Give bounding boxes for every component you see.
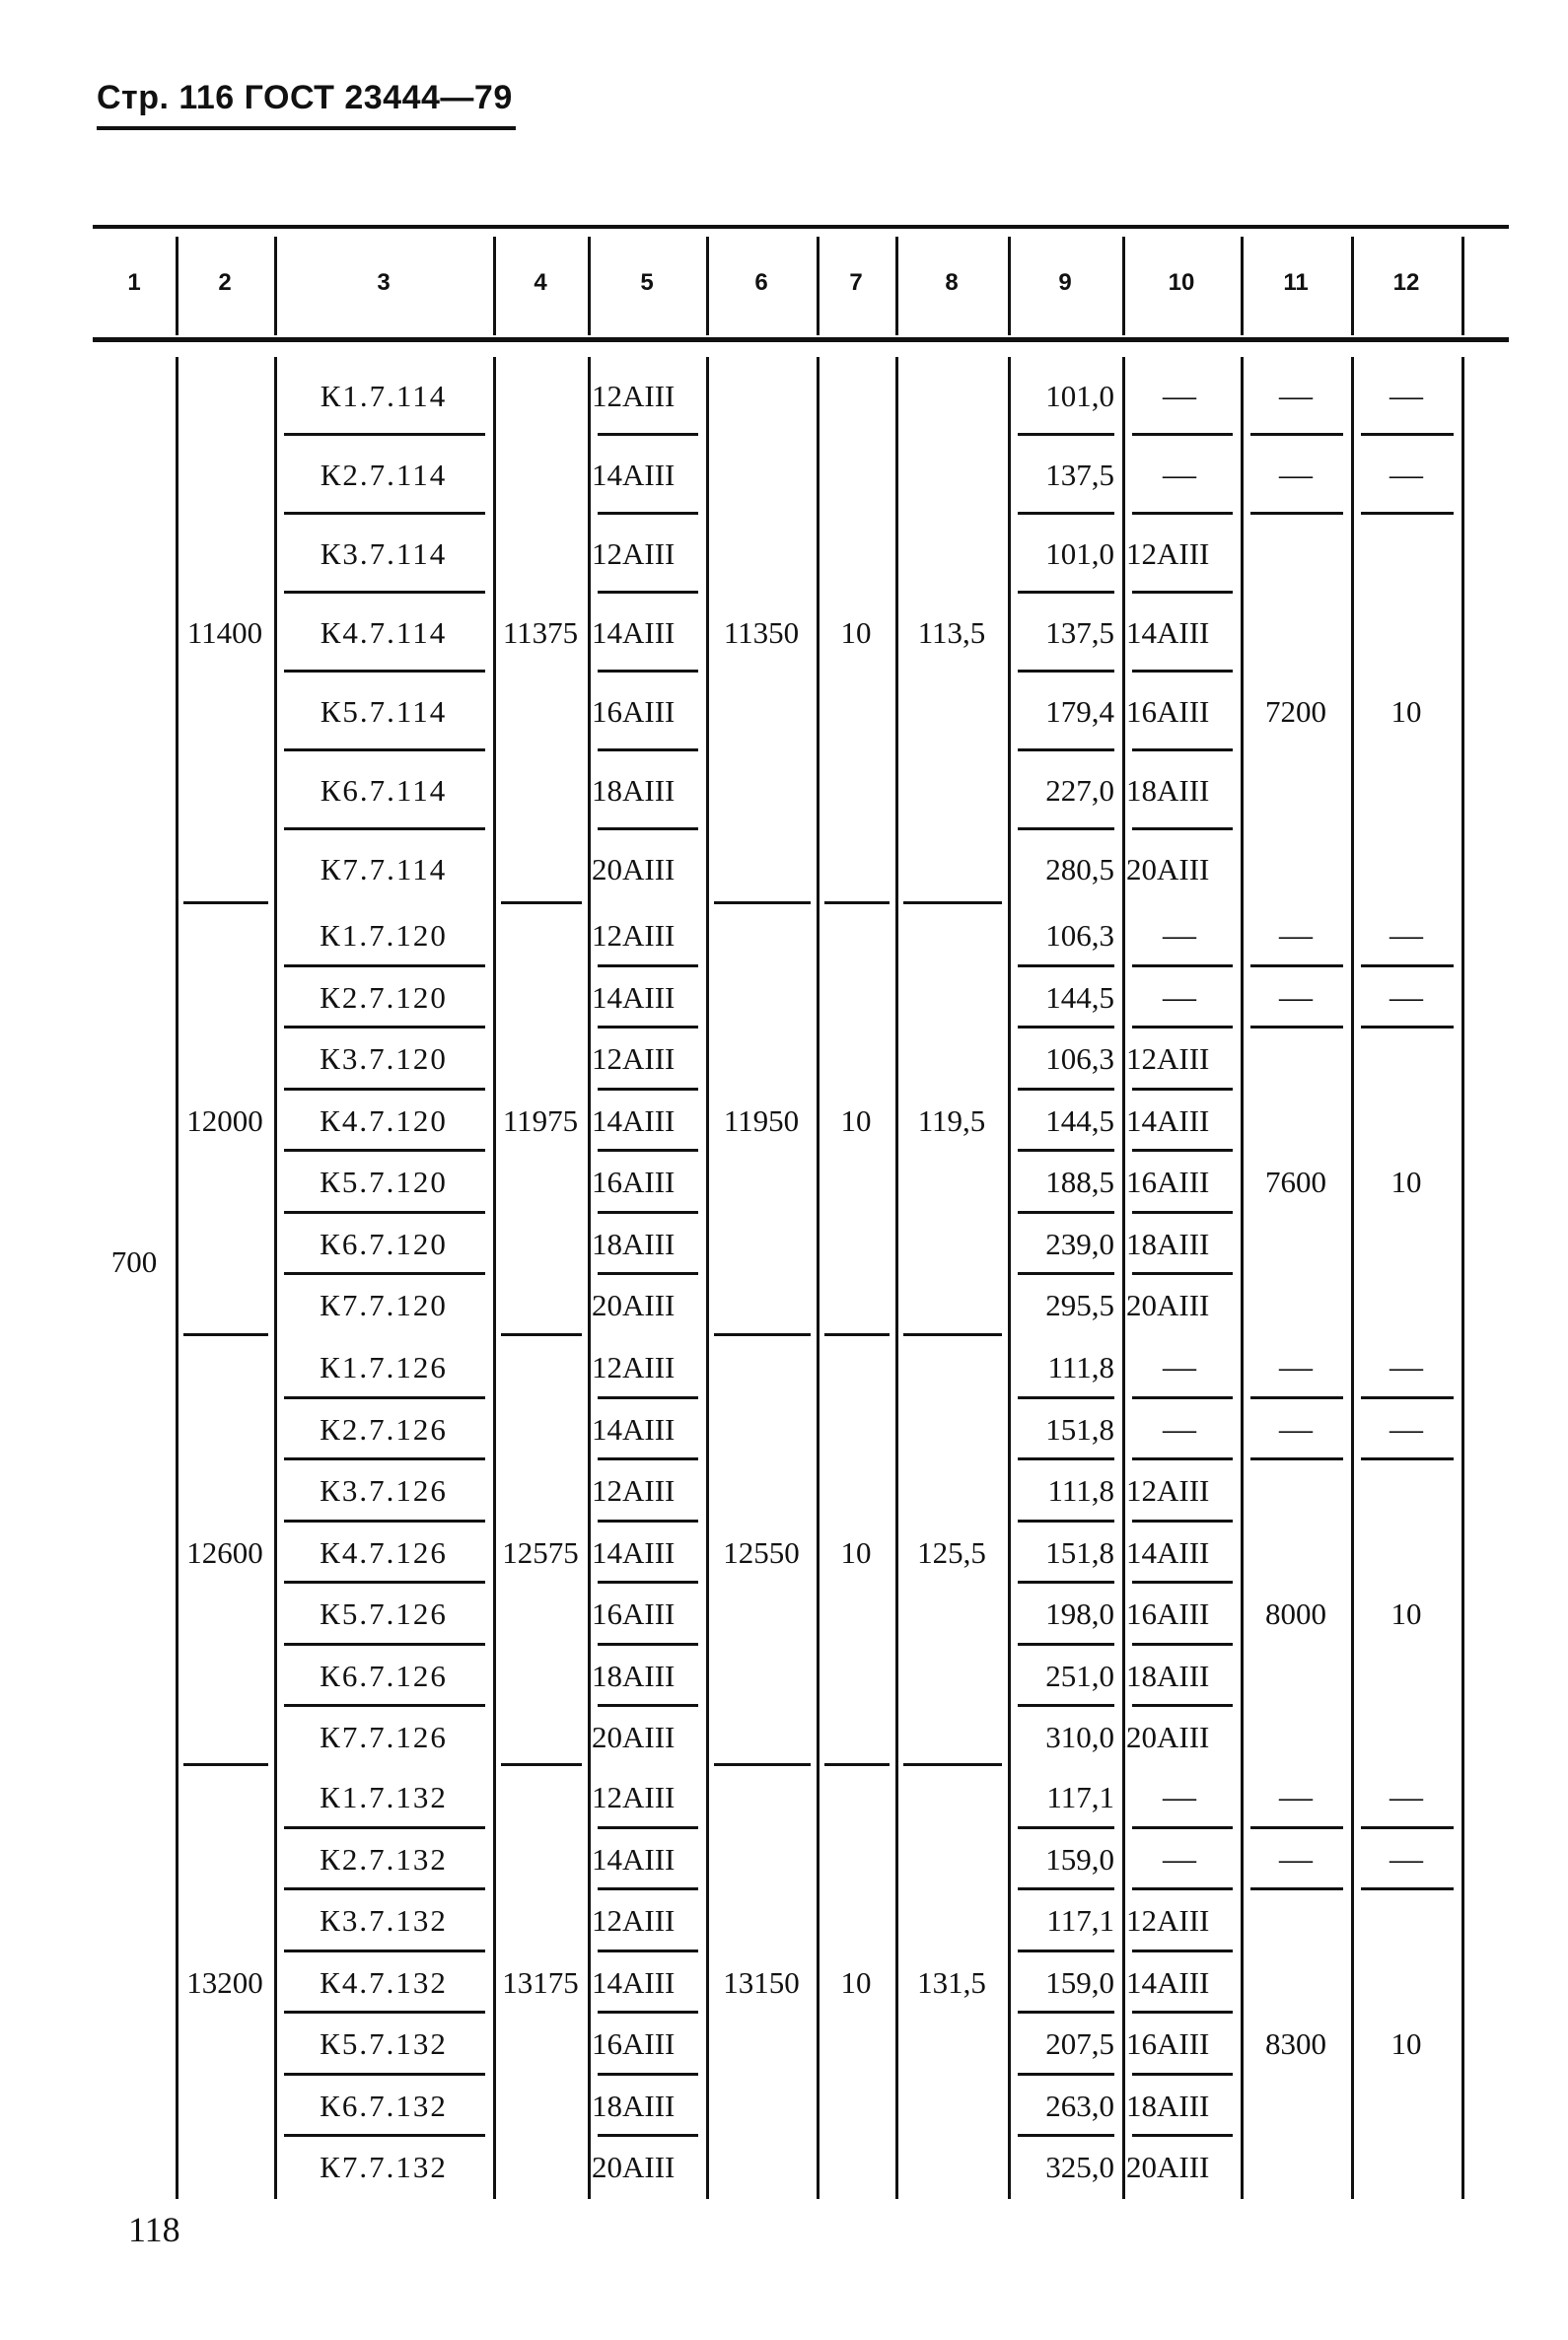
group-col2: 12600 [186, 1534, 263, 1570]
mass-value: 144,5 [1045, 1102, 1114, 1138]
mass-value: 159,0 [1045, 1964, 1114, 2000]
column-divider [176, 237, 178, 335]
mass-value: 251,0 [1045, 1658, 1114, 1693]
column-number-5: 5 [640, 269, 654, 296]
mass-value: 117,1 [1046, 1903, 1114, 1939]
rebar-class: 20АIII [592, 852, 676, 886]
additional-rebar: 20АIII [1126, 1288, 1210, 1323]
empty-dash: — [1279, 1840, 1313, 1878]
additional-rebar: 14АIII [1126, 1964, 1210, 2000]
row-divider [1250, 1026, 1343, 1028]
standard-code: ГОСТ 23444—79 [244, 79, 513, 116]
column-number-12: 12 [1392, 269, 1420, 296]
group-col4: 13175 [502, 1964, 579, 2000]
group-col8: 125,5 [917, 1534, 986, 1570]
column-divider [1122, 237, 1125, 335]
group-divider [501, 1763, 582, 1766]
rebar-class: 16АIII [592, 1165, 676, 1200]
empty-dash: — [1279, 1779, 1313, 1816]
mass-value: 207,5 [1045, 2026, 1114, 2062]
group-col12: 10 [1390, 694, 1422, 729]
element-designation: К4.7.126 [320, 1534, 448, 1570]
element-designation: К4.7.114 [320, 615, 448, 650]
additional-rebar: — [1163, 917, 1196, 955]
element-designation: К2.7.126 [320, 1411, 448, 1447]
additional-rebar: 12АIII [1126, 536, 1210, 571]
group-col7: 10 [840, 1534, 872, 1570]
rebar-class: 18АIII [592, 1658, 676, 1693]
mass-value: 227,0 [1045, 773, 1114, 808]
rebar-class: 16АIII [592, 694, 676, 729]
column-number-2: 2 [218, 269, 232, 296]
group-col12: 10 [1390, 2026, 1422, 2062]
additional-rebar: 16АIII [1126, 2026, 1210, 2062]
group-divider [824, 901, 890, 904]
column-divider [493, 237, 496, 335]
group-col4: 11375 [502, 615, 579, 650]
rebar-class: 14АIII [592, 1841, 676, 1877]
group-col2: 13200 [186, 1964, 263, 2000]
page-number: 118 [128, 2210, 180, 2249]
col1-value: 700 [110, 1244, 158, 1279]
group-col2: 11400 [186, 615, 263, 650]
mass-value: 137,5 [1045, 615, 1114, 650]
row-divider [1361, 512, 1454, 515]
row-divider [1250, 1457, 1343, 1460]
group-col6: 11350 [723, 615, 800, 650]
mass-value: 144,5 [1045, 979, 1114, 1015]
group-col11: 7600 [1265, 1165, 1326, 1200]
element-designation: К6.7.126 [320, 1658, 448, 1693]
empty-dash: — [1390, 978, 1423, 1016]
column-number-4: 4 [534, 269, 547, 296]
empty-dash: — [1390, 917, 1423, 955]
rebar-class: 12АIII [592, 379, 676, 413]
rebar-class: 14АIII [592, 1411, 676, 1447]
additional-rebar: 18АIII [1126, 2088, 1210, 2123]
additional-rebar: 18АIII [1126, 1658, 1210, 1693]
mass-value: 295,5 [1045, 1288, 1114, 1323]
mass-value: 159,0 [1045, 1841, 1114, 1877]
group-divider [183, 1333, 268, 1336]
additional-rebar: 14АIII [1126, 615, 1210, 650]
rebar-class: 12АIII [592, 1473, 676, 1509]
column-number-9: 9 [1058, 269, 1072, 296]
row-divider [1361, 1887, 1454, 1890]
mass-value: 101,0 [1045, 379, 1114, 413]
group-divider [501, 1333, 582, 1336]
rebar-class: 12АIII [592, 1350, 676, 1385]
column-number-3: 3 [377, 269, 391, 296]
element-designation: К1.7.114 [320, 379, 448, 413]
mass-value: 263,0 [1045, 2088, 1114, 2123]
row-divider [1361, 1026, 1454, 1028]
column-divider [1241, 237, 1244, 335]
rebar-class: 14АIII [592, 1102, 676, 1138]
group-divider [183, 901, 268, 904]
additional-rebar: 18АIII [1126, 773, 1210, 808]
rebar-class: 16АIII [592, 1596, 676, 1632]
rebar-class: 12АIII [592, 1041, 676, 1077]
rebar-class: 12АIII [592, 918, 676, 954]
element-designation: К5.7.114 [320, 694, 448, 729]
column-divider [1461, 237, 1464, 335]
rebar-class: 14АIII [592, 979, 676, 1015]
rebar-class: 14АIII [592, 615, 676, 650]
rebar-class: 20АIII [592, 1288, 676, 1323]
group-col11: 8000 [1265, 1596, 1326, 1632]
element-designation: К4.7.120 [320, 1102, 448, 1138]
group-divider [714, 1763, 811, 1766]
additional-rebar: — [1163, 378, 1196, 414]
mass-value: 117,1 [1046, 1780, 1114, 1815]
row-divider [1361, 1457, 1454, 1460]
mass-value: 106,3 [1045, 1041, 1114, 1077]
group-col12: 10 [1390, 1596, 1422, 1632]
rebar-class: 18АIII [592, 1226, 676, 1261]
empty-dash: — [1279, 457, 1313, 493]
mass-value: 151,8 [1045, 1411, 1114, 1447]
additional-rebar: — [1163, 1840, 1196, 1878]
group-divider [183, 1763, 268, 1766]
group-col7: 10 [840, 1964, 872, 2000]
column-divider [1351, 357, 1354, 2199]
mass-value: 106,3 [1045, 918, 1114, 954]
additional-rebar: 14АIII [1126, 1102, 1210, 1138]
element-designation: К3.7.120 [320, 1041, 448, 1077]
header-bottom-rule [93, 337, 1509, 342]
page-header [97, 79, 513, 117]
element-designation: К5.7.126 [320, 1596, 448, 1632]
column-divider [706, 237, 709, 335]
additional-rebar: 16АIII [1126, 1165, 1210, 1200]
group-divider [714, 1333, 811, 1336]
element-designation: К6.7.114 [320, 773, 448, 808]
empty-dash: — [1390, 1349, 1423, 1386]
additional-rebar: — [1163, 1410, 1196, 1448]
empty-dash: — [1279, 978, 1313, 1016]
column-divider [274, 237, 277, 335]
mass-value: 280,5 [1045, 852, 1114, 886]
mass-value: 111,8 [1047, 1350, 1114, 1385]
rebar-class: 18АIII [592, 773, 676, 808]
additional-rebar: 16АIII [1126, 694, 1210, 729]
element-designation: К2.7.132 [320, 1841, 448, 1877]
group-col2: 12000 [186, 1102, 263, 1138]
group-divider [501, 901, 582, 904]
element-designation: К2.7.120 [320, 979, 448, 1015]
group-col4: 11975 [502, 1102, 579, 1138]
rebar-class: 20АIII [592, 1720, 676, 1755]
rebar-class: 14АIII [592, 1964, 676, 2000]
group-col6: 11950 [723, 1102, 800, 1138]
empty-dash: — [1279, 917, 1313, 955]
element-designation: К6.7.120 [320, 1226, 448, 1261]
empty-dash: — [1390, 1840, 1423, 1878]
group-col6: 13150 [723, 1964, 800, 2000]
element-designation: К1.7.132 [320, 1780, 448, 1815]
group-col7: 10 [840, 615, 872, 650]
empty-dash: — [1279, 1349, 1313, 1386]
mass-value: 325,0 [1045, 2150, 1114, 2185]
mass-value: 188,5 [1045, 1165, 1114, 1200]
column-divider [588, 237, 591, 335]
group-col8: 131,5 [917, 1964, 986, 2000]
group-col11: 7200 [1265, 694, 1326, 729]
element-designation: К4.7.132 [320, 1964, 448, 2000]
group-divider [824, 1333, 890, 1336]
rebar-class: 12АIII [592, 536, 676, 571]
group-divider [903, 901, 1002, 904]
additional-rebar: 20АIII [1126, 2150, 1210, 2185]
empty-dash: — [1390, 378, 1423, 414]
mass-value: 137,5 [1045, 458, 1114, 492]
element-designation: К7.7.132 [320, 2150, 448, 2185]
additional-rebar: 16АIII [1126, 1596, 1210, 1632]
column-divider [1461, 357, 1464, 2199]
group-divider [714, 901, 811, 904]
element-designation: К7.7.120 [320, 1288, 448, 1323]
row-divider [1250, 512, 1343, 515]
column-divider [817, 237, 820, 335]
column-divider [1241, 357, 1244, 2199]
empty-dash: — [1390, 1410, 1423, 1448]
element-designation: К3.7.132 [320, 1903, 448, 1939]
mass-value: 179,4 [1045, 694, 1114, 729]
mass-value: 151,8 [1045, 1534, 1114, 1570]
element-designation: К2.7.114 [320, 458, 448, 492]
column-number-10: 10 [1168, 269, 1195, 296]
additional-rebar: — [1163, 1779, 1196, 1816]
column-number-6: 6 [754, 269, 768, 296]
rebar-class: 12АIII [592, 1780, 676, 1815]
column-number-8: 8 [945, 269, 959, 296]
rebar-class: 18АIII [592, 2088, 676, 2123]
element-designation: К6.7.132 [320, 2088, 448, 2123]
additional-rebar: 12АIII [1126, 1041, 1210, 1077]
mass-value: 239,0 [1045, 1226, 1114, 1261]
element-designation: К3.7.114 [320, 536, 448, 571]
empty-dash: — [1279, 1410, 1313, 1448]
element-designation: К7.7.126 [320, 1720, 448, 1755]
element-designation: К7.7.114 [320, 852, 448, 886]
element-designation: К5.7.132 [320, 2026, 448, 2062]
empty-dash: — [1390, 457, 1423, 493]
mass-value: 198,0 [1045, 1596, 1114, 1632]
element-designation: К5.7.120 [320, 1165, 448, 1200]
header-underline [97, 126, 516, 130]
rebar-class: 20АIII [592, 2150, 676, 2185]
additional-rebar: 12АIII [1126, 1903, 1210, 1939]
group-col8: 119,5 [917, 1102, 986, 1138]
additional-rebar: — [1163, 978, 1196, 1016]
additional-rebar: 18АIII [1126, 1226, 1210, 1261]
rebar-class: 12АIII [592, 1903, 676, 1939]
group-col7: 10 [840, 1102, 872, 1138]
group-col12: 10 [1390, 1165, 1422, 1200]
group-divider [824, 1763, 890, 1766]
row-divider [1250, 1887, 1343, 1890]
group-divider [903, 1333, 1002, 1336]
empty-dash: — [1279, 378, 1313, 414]
additional-rebar: 20АIII [1126, 1720, 1210, 1755]
group-divider [903, 1763, 1002, 1766]
column-divider [1351, 237, 1354, 335]
mass-value: 310,0 [1045, 1720, 1114, 1755]
group-col11: 8300 [1265, 2026, 1326, 2062]
page-label: Стр. 116 [97, 79, 235, 116]
additional-rebar: 20АIII [1126, 852, 1210, 886]
rebar-class: 16АIII [592, 2026, 676, 2062]
column-divider [895, 237, 898, 335]
additional-rebar: — [1163, 457, 1196, 493]
mass-value: 101,0 [1045, 536, 1114, 571]
additional-rebar: 14АIII [1126, 1534, 1210, 1570]
additional-rebar: — [1163, 1349, 1196, 1386]
additional-rebar: 12АIII [1126, 1473, 1210, 1509]
group-col4: 12575 [502, 1534, 579, 1570]
column-number-7: 7 [849, 269, 863, 296]
empty-dash: — [1390, 1779, 1423, 1816]
column-number-11: 11 [1283, 269, 1309, 296]
mass-value: 111,8 [1047, 1473, 1114, 1509]
column-number-1: 1 [127, 269, 141, 296]
element-designation: К1.7.126 [320, 1350, 448, 1385]
column-divider [1008, 237, 1011, 335]
element-designation: К1.7.120 [320, 918, 448, 954]
group-col8: 113,5 [917, 615, 986, 650]
group-col6: 12550 [723, 1534, 800, 1570]
element-designation: К3.7.126 [320, 1473, 448, 1509]
rebar-class: 14АIII [592, 458, 676, 492]
rebar-class: 14АIII [592, 1534, 676, 1570]
